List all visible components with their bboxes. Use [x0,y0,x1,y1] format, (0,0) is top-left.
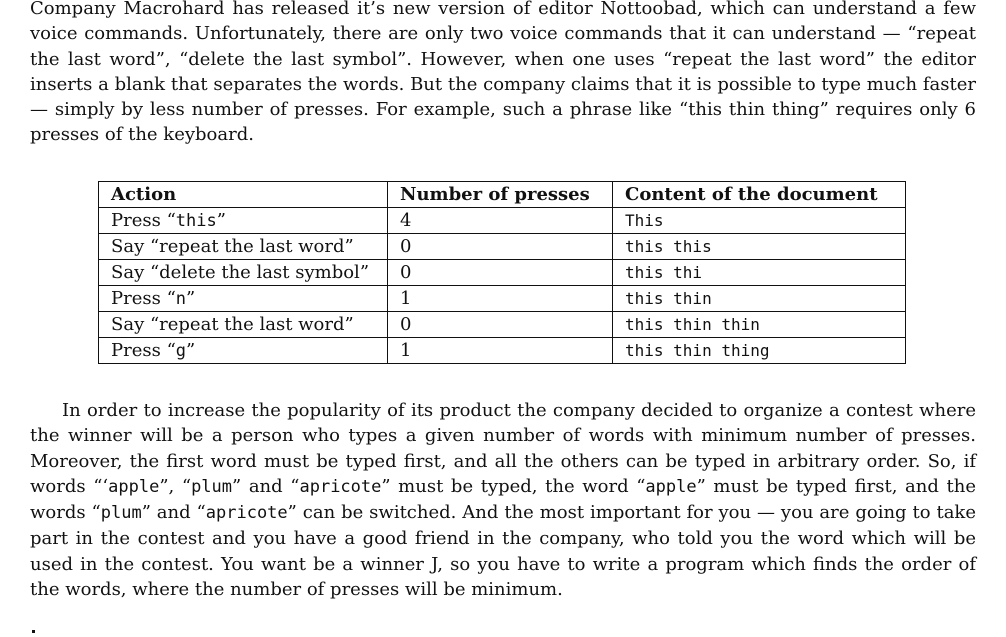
presses-cell: 4 [388,208,613,234]
content-cell: this thin thing [613,338,906,364]
action-cell [99,234,388,260]
header-content: Content of the document [613,182,906,208]
presses-cell: 0 [388,312,613,338]
contest-text: ”, “ [159,475,192,497]
table-header-row [99,182,906,208]
action-text: Say “repeat the last word” [111,235,354,257]
page-mark [32,630,35,633]
action-cell [99,260,388,286]
table-row [99,312,906,338]
content-cell: this thin thin [613,312,906,338]
action-text: Press “ [111,209,176,231]
action-text: Say “repeat the last word” [111,313,354,335]
header-presses: Number of presses [388,182,613,208]
action-text: Press “ [111,287,176,309]
contest-text: ” and “ [232,475,300,497]
intro-text: Company Macrohard has released it’s new version of editor Nottoobad, which can understand a few voice commands. Unfortunately, there are only two voice commands that it can understand — “repeat the last word”, “delete the last symbol”. However, when one uses “repeat the last word” the editor inserts a blank that separates the words. But the company claims that it is possible to type much faster — simply by less number of presses. For example, such a phrase like “this thin thing” requires only 6 presses of the keyboard. [30,0,976,146]
presses-cell: 1 [388,338,613,364]
contest-text: ” can be switched. And the most important for you — you are going to take part in the contest and you have a good friend in the company, who told you the word which will be used in the contest. You want be a winner J, so you have to write a program which finds the order of the words, where the number of presses will be minimum. [30,502,976,601]
content-cell: this this [613,234,906,260]
header-action: Action [99,182,388,208]
word-code: apricote [299,476,382,497]
action-text: Press “ [111,339,176,361]
action-cell [99,286,388,312]
action-cell [99,312,388,338]
table-row [99,234,906,260]
contest-text: ” must be typed, the word “ [381,475,646,497]
content-cell: this thi [613,260,906,286]
action-text-end: ” [186,287,196,309]
presses-cell: 0 [388,234,613,260]
word-code: plum [191,476,233,497]
presses-cell: 1 [388,286,613,312]
presses-cell: 0 [388,260,613,286]
contest-text: ” and “ [141,502,206,524]
contest-paragraph [30,398,976,602]
action-cell [99,208,388,234]
content-cell: This [613,208,906,234]
content-cell: this thin [613,286,906,312]
action-text-end: ” [216,209,226,231]
action-text: Say “delete the last symbol” [111,261,370,283]
action-code: this [175,210,217,231]
table-row [99,208,906,234]
intro-paragraph [30,0,976,148]
word-code: apple [645,476,697,497]
action-cell [99,338,388,364]
contest-text: In order to increase the popularity of its product the company decided to organize a contest where the winner will be a person who types a given number of words with minimum number of presses. Moreover, the first word must be typed first, and all the others can be typed in arbitrary order. So, if words “‘ [30,400,976,497]
example-table [98,181,906,364]
action-code: n [175,288,187,309]
word-code: apple [108,476,160,497]
table-row [99,338,906,364]
table-row [99,260,906,286]
contest-text: ” must be typed first, and the words “ [30,475,976,524]
action-code: g [175,340,187,361]
word-code: plum [100,503,142,524]
table-row [99,286,906,312]
action-text-end: ” [186,339,196,361]
word-code: apricote [205,503,288,524]
